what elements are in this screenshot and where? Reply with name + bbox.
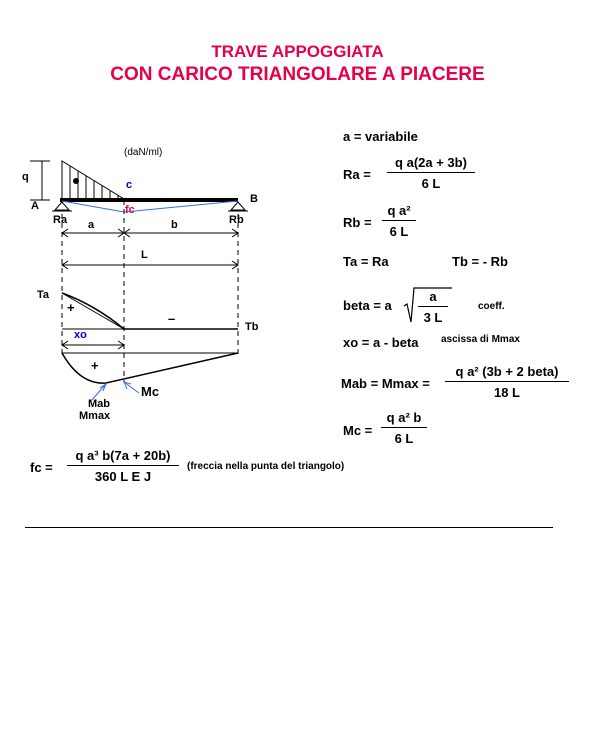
- shear-plus-sign: +: [67, 300, 75, 315]
- formula-mab-lhs: Mab = Mmax =: [341, 376, 430, 391]
- moment-plus-sign: +: [91, 358, 99, 373]
- support-b-label: B: [250, 193, 258, 205]
- shear-minus-sign: –: [168, 311, 176, 326]
- span-b-label: b: [171, 219, 178, 231]
- formula-tb: Tb = - Rb: [452, 254, 508, 269]
- formula-fc-denominator: 360 L E J: [94, 469, 152, 484]
- title-line-2: CON CARICO TRIANGOLARE A PIACERE: [110, 64, 485, 85]
- formula-ta: Ta = Ra: [343, 254, 389, 269]
- formula-beta-numerator: a: [418, 289, 448, 307]
- formula-fc-fraction: [67, 448, 179, 484]
- moment-mmax-label: Mmax: [79, 410, 111, 422]
- formula-ra-lhs: Ra =: [343, 167, 371, 182]
- formula-mc-lhs: Mc =: [343, 423, 373, 438]
- reaction-rb-label: Rb: [229, 214, 244, 226]
- formula-rb-fraction: [382, 203, 416, 239]
- formula-beta-lhs: beta = a: [343, 298, 392, 313]
- formula-ra-fraction: [387, 155, 475, 191]
- moment-mab-label: Mab: [88, 398, 110, 410]
- point-c-label: c: [126, 179, 133, 191]
- support-a-label: A: [31, 200, 39, 212]
- span-a-label: a: [88, 219, 95, 231]
- formula-ra-numerator: q a(2a + 3b): [387, 155, 475, 173]
- formula-fc-lhs: fc =: [30, 460, 53, 475]
- span-l-label: L: [141, 249, 148, 261]
- formula-ra-denominator: 6 L: [421, 176, 441, 191]
- deflection-fc-label: fc: [125, 204, 135, 216]
- formula-mab-numerator: q a² (3b + 2 beta): [445, 364, 569, 382]
- formula-mab-fraction: [445, 364, 569, 400]
- xo-label: xo: [74, 329, 87, 341]
- formula-beta-fraction: [418, 289, 448, 325]
- formula-fc-note: (freccia nella punta del triangolo): [187, 461, 345, 472]
- shear-tb-label: Tb: [245, 321, 259, 333]
- divider-line: [25, 527, 553, 528]
- shear-ta-label: Ta: [37, 289, 50, 301]
- load-units-label: (daN/ml): [124, 147, 163, 158]
- formula-rb-numerator: q a²: [382, 203, 416, 221]
- formula-beta-denominator: 3 L: [423, 310, 443, 325]
- formula-mc-denominator: 6 L: [394, 431, 414, 446]
- formula-xo-note: ascissa di Mmax: [441, 334, 520, 345]
- load-q-label: q: [22, 171, 29, 183]
- formula-xo: xo = a - beta: [343, 335, 419, 350]
- title-line-1: TRAVE APPOGGIATA: [211, 42, 384, 61]
- formula-mc-fraction: [381, 410, 427, 446]
- formula-rb-denominator: 6 L: [389, 224, 409, 239]
- formula-mab-denominator: 18 L: [493, 385, 520, 400]
- formula-a: a = variabile: [343, 129, 418, 144]
- formula-fc-numerator: q a³ b(7a + 20b): [67, 448, 179, 466]
- formula-coeff-note: coeff.: [478, 301, 505, 312]
- formula-mc-numerator: q a² b: [381, 410, 427, 428]
- reaction-ra-label: Ra: [53, 214, 68, 226]
- formula-rb-lhs: Rb =: [343, 215, 372, 230]
- moment-mc-label: Mc: [141, 384, 160, 399]
